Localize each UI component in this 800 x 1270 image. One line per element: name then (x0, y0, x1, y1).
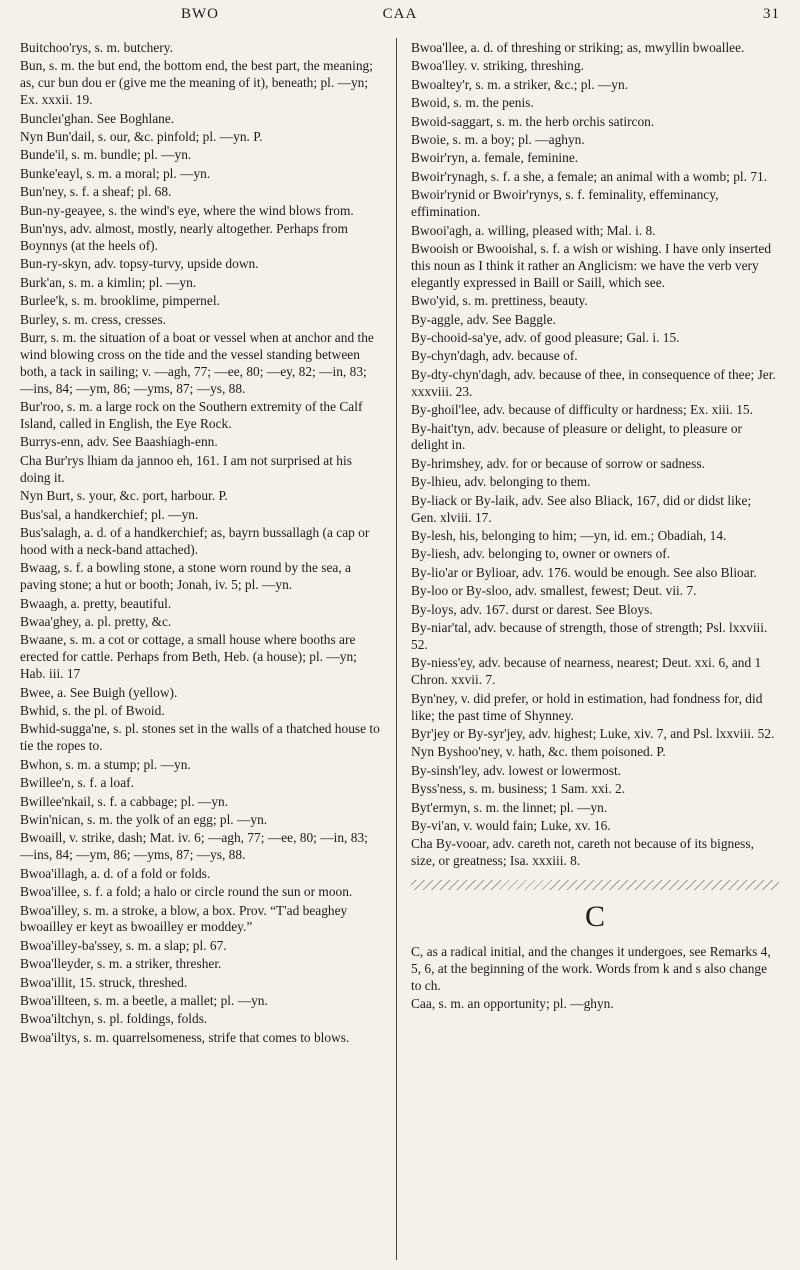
dictionary-entry: Bwoaill, v. strike, dash; Mat. iv. 6; —agh, 77; —ee, 80; —in, 83; —ins, 84; —ym, 86; —yms, 87; —ys, 88. (20, 830, 368, 863)
dictionary-entry: Bus'salagh, a. d. of a handkerchief; as, bayrn bussallagh (a cap or hood with a neck-band attached). (20, 524, 370, 557)
column-divider (396, 38, 397, 1260)
dictionary-entry: Bwoa'illey-ba'ssey, s. m. a slap; pl. 67. (20, 937, 227, 953)
dictionary-entry: Byn'ney, v. did prefer, or hold in estimation, had fondness for, did like; the past time of Shynney. (411, 690, 763, 723)
dictionary-entry: By-lio'ar or Bylioar, adv. 176. would be enough. See also Blioar. (411, 564, 757, 580)
dictionary-entry: Bwoa'lleyder, s. m. a striker, thresher. (20, 956, 222, 972)
dictionary-entry: Bwoid-saggart, s. m. the herb orchis satircon. (411, 113, 655, 129)
dictionary-entry: Bun'nys, adv. almost, mostly, nearly altogether. Perhaps from Boynnys (at the heels of). (20, 221, 348, 253)
dictionary-entry: Bwooi'agh, a. willing, pleased with; Mal. i. 8. (411, 222, 656, 238)
dictionary-entry: Bwooish or Bwooishal, s. f. a wish or wishing. I have only inserted this noun as I think it rather an Anglicism: we have the verb very elegantly expressed in Baill or Saill, which see. (411, 240, 772, 290)
dictionary-entry: Bwoa'illee, s. f. a fold; a halo or circle round the sun or moon. (20, 884, 353, 900)
dictionary-entry: Bwoie, s. m. a boy; pl. —aghyn. (411, 132, 585, 148)
dictionary-entry: Bwin'nican, s. m. the yolk of an egg; pl. —yn. (20, 811, 268, 827)
dictionary-entry: Bun'ney, s. f. a sheaf; pl. 68. (20, 184, 172, 200)
right-column (411, 40, 779, 1015)
section-intro: C, as a radical initial, and the changes it undergoes, see Remarks 4, 5, 6, at the beginning of the work. Words from k and s also change to ch. (411, 944, 771, 993)
dictionary-entry: Bwoir'rynagh, s. f. a she, a female; an animal with a womb; pl. 71. (411, 168, 768, 184)
dictionary-entry: By-chyn'dagh, adv. because of. (411, 348, 578, 364)
dictionary-entry: By-niar'tal, adv. because of strength, those of strength; Psl. lxxviii. 52. (411, 620, 768, 652)
dictionary-entry: Bwaa'ghey, a. pl. pretty, &c. (20, 614, 172, 629)
dictionary-entry: By-loo or By-sloo, adv. smallest, fewest; Deut. vii. 7. (411, 583, 697, 599)
dictionary-entry: Bwhon, s. m. a stump; pl. —yn. (20, 756, 191, 772)
dictionary-entry: Bwoa'lley. v. striking, threshing. (411, 58, 584, 74)
dictionary-entry: By-niess'ey, adv. because of nearness, nearest; Deut. xxi. 6, and 1 Chron. xxvii. 7. (411, 655, 762, 688)
dictionary-entry: Bus'sal, a handkerchief; pl. —yn. (20, 506, 199, 522)
right-entries (411, 40, 779, 870)
section-letter: C (584, 900, 605, 934)
dictionary-entry: Burk'an, s. m. a kimlin; pl. —yn. (20, 274, 197, 290)
header-right-guide: CAA (382, 6, 418, 22)
dictionary-entry: Buncleı'ghan. See Boghlane. (20, 110, 175, 126)
dictionary-entry: Bwoaltey'r, s. m. a striker, &c.; pl. —yn. (411, 76, 629, 92)
dictionary-entry: By-dty-chyn'dagh, adv. because of thee, in consequence of thee; Jer. xxxviii. 23. (411, 366, 776, 399)
dictionary-entry: Bun-ny-geayee, s. the wind's eye, where the wind blows from. (20, 202, 354, 218)
dictionary-entry: Bwhid, s. the pl. of Bwoid. (20, 703, 165, 719)
dictionary-entry: Bwoa'llee, a. d. of threshing or striking; as, mwyllin bwoallee. (411, 40, 745, 55)
page-header (0, 6, 800, 32)
dictionary-entry: Caa, s. m. an opportunity; pl. —ghyn. (411, 996, 614, 1012)
dictionary-entry: Nyn Burt, s. your, &c. port, harbour. P. (20, 488, 228, 504)
dictionary-entry: By-vi'an, v. would fain; Luke, xv. 16. (411, 817, 611, 833)
dictionary-entry: Byt'ermyn, s. m. the linnet; pl. —yn. (411, 799, 608, 815)
dictionary-entry: Bwoa'illit, 15. struck, threshed. (20, 974, 188, 990)
dictionary-entry: By-hait'tyn, adv. because of pleasure or delight, to pleasure or delight in. (411, 420, 742, 453)
dictionary-entry: Bwillee'n, s. f. a loaf. (20, 775, 134, 791)
dictionary-entry: By-lhieu, adv. belonging to them. (411, 474, 591, 490)
dictionary-entry: Burr, s. m. the situation of a boat or vessel when at anchor and the wind blowing cross on the tide and the vessel standing between both, a tack in sailing; v. —agh, 77; —ee, 80; —ey, 82; —in, 83; —ins, 84; —ym, 86; —yms, 87; —ys, 88. (20, 330, 374, 396)
dictionary-entry: By-sinsh'ley, adv. lowest or lowermost. (411, 762, 622, 778)
left-column (20, 40, 380, 1048)
dictionary-entry: By-loys, adv. 167. durst or darest. See Bloys. (411, 601, 653, 617)
dictionary-entry: Burley, s. m. cress, cresses. (20, 311, 167, 327)
dictionary-entry: Bwoa'iltys, s. m. quarrelsomeness, strife that comes to blows. (20, 1029, 350, 1045)
dictionary-entry: Bwoir'ryn, a. female, feminine. (411, 150, 579, 166)
dictionary-entry: By-liesh, adv. belonging to, owner or owners of. (411, 546, 671, 562)
dictionary-entry: Burrys-enn, adv. See Baashiagh-enn. (20, 434, 218, 450)
dictionary-entry: Bwoa'iltchyn, s. pl. foldings, folds. (20, 1011, 208, 1027)
dictionary-entry: By-liack or By-laik, adv. See also Bliack, 167, did or didst like; Gen. xlviii. 17. (411, 492, 752, 525)
dictionary-entry: Bwillee'nkail, s. f. a cabbage; pl. —yn. (20, 793, 229, 809)
dictionary-entry: Burlee'k, s. m. brooklime, pimpernel. (20, 293, 220, 309)
dictionary-entry: Bwoa'illey, s. m. a stroke, a blow, a box. Prov. “T'ad beaghey bwoailley er keyt as bwoailley er moddey.” (20, 902, 348, 935)
dictionary-entry: Bwoid, s. m. the penis. (411, 95, 534, 111)
dictionary-entry: By-hrimshey, adv. for or because of sorrow or sadness. (411, 455, 705, 471)
dictionary-entry: Nyn Bun'dail, s. our, &c. pinfold; pl. —yn. P. (20, 129, 263, 145)
page-number: 31 (763, 6, 780, 22)
dictionary-entry: By-aggle, adv. See Baggle. (411, 311, 556, 327)
dictionary-entry: Bwoir'rynid or Bwoir'rynys, s. f. feminality, effeminancy, effimination. (411, 187, 719, 220)
dictionary-entry: Bwaane, s. m. a cot or cottage, a small house where booths are erected for cattle. Perhaps from Beth, Heb. (a house); pl. —yn; Hab. iii. 17 (20, 632, 357, 682)
dictionary-entry: Bur'roo, s. m. a large rock on the Southern extremity of the Calf Island, called in English, the Eye Rock. (20, 399, 363, 432)
dictionary-entry: Bun, s. m. the but end, the bottom end, the best part, the meaning; as, cur bun dou er (give me the meaning of it), beneath; pl. —yn; Ex. xxxii. 19. (20, 58, 373, 108)
section-divider (411, 880, 779, 890)
dictionary-entry: Cha By-vooar, adv. careth not, careth not because of its bigness, size, or greatness; Isa. xxxiii. 8. (411, 836, 754, 869)
dictionary-entry: Byr'jey or By-syr'jey, adv. highest; Luke, xiv. 7, and Psl. lxxviii. 52. (411, 725, 775, 741)
dictionary-entry: Bwoa'illteen, s. m. a beetle, a mallet; pl. —yn. (20, 993, 268, 1009)
dictionary-entry: Bwee, a. See Buigh (yellow). (20, 684, 178, 700)
dictionary-entry: By-chooid-sa'ye, adv. of good pleasure; Gal. i. 15. (411, 330, 680, 345)
dictionary-entry: By-ghoil'lee, adv. because of difficulty or hardness; Ex. xiii. 15. (411, 402, 753, 418)
dictionary-entry: Bwaagh, a. pretty, beautiful. (20, 595, 172, 611)
dictionary-entry: Bunde'il, s. m. bundle; pl. —yn. (20, 147, 192, 163)
dictionary-entry: Bwoa'illagh, a. d. of a fold or folds. (20, 865, 211, 881)
dictionary-entry: Buitchoo'rys, s. m. butchery. (20, 40, 173, 55)
dictionary-entry: Byss'ness, s. m. business; 1 Sam. xxi. 2. (411, 781, 626, 797)
dictionary-entry: Bwaag, s. f. a bowling stone, a stone worn round by the sea, a paving stone; a hut or booth; Jonah, iv. 5; pl. —yn. (20, 560, 351, 593)
dictionary-entry: Nyn Byshoo'ney, v. hath, &c. them poisoned. P. (411, 744, 666, 760)
dictionary-entry: Bunke'eayl, s. m. a moral; pl. —yn. (20, 165, 211, 181)
dictionary-entry: Cha Bur'rys lhiam da jannoo eh, 161. I am not surprised at his doing it. (20, 452, 352, 485)
dictionary-entry: Bwhid-sugga'ne, s. pl. stones set in the walls of a thatched house to tie the ropes to. (20, 721, 380, 754)
dictionary-entry: By-lesh, his, belonging to him; —yn, id. em.; Obadiah, 14. (411, 527, 727, 543)
header-left-guide: BWO (181, 6, 219, 22)
dictionary-entry: Bun-ry-skyn, adv. topsy-turvy, upside down. (20, 256, 259, 272)
dictionary-entry: Bwo'yid, s. m. prettiness, beauty. (411, 293, 588, 309)
